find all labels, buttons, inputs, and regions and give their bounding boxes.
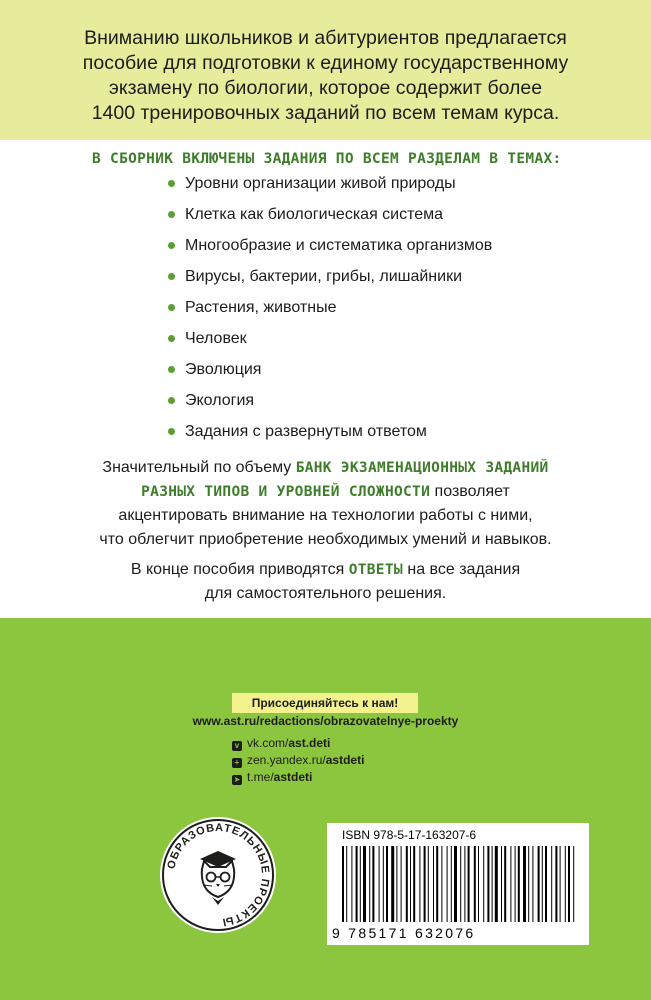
owl-cat-logo-icon xyxy=(158,815,278,935)
barcode-bar xyxy=(360,846,361,922)
barcode-bar xyxy=(523,846,526,922)
barcode-icon xyxy=(340,846,582,926)
barcode-bar xyxy=(510,846,511,922)
site-link[interactable]: www.ast.ru/redactions/obrazovatelnye-proekty xyxy=(192,714,459,728)
barcode-bar xyxy=(383,846,384,922)
barcode-bar xyxy=(478,846,479,922)
topic-item: Уровни организации живой природы xyxy=(168,168,492,199)
barcode-bar xyxy=(568,846,570,922)
topics-heading: В СБОРНИК ВКЛЮЧЕНЫ ЗАДАНИЯ ПО ВСЕМ РАЗДЕЛАМ В ТЕМАХ: xyxy=(92,151,562,167)
bullet-icon xyxy=(168,366,175,373)
social-links xyxy=(232,735,364,786)
barcode-bar xyxy=(528,846,529,922)
barcode-bar xyxy=(401,846,402,922)
zen-icon: + xyxy=(232,758,242,768)
barcode-bar xyxy=(369,846,370,922)
barcode-bar xyxy=(573,846,574,922)
barcode-bar xyxy=(538,846,540,922)
barcode-bar xyxy=(356,846,358,922)
social-link-telegram[interactable]: ➤ t.me/astdeti xyxy=(233,770,313,784)
barcode-bar xyxy=(346,846,347,922)
barcode-bar xyxy=(391,846,394,922)
social-link-zen[interactable]: + zen.yandex.ru/astdeti xyxy=(232,752,364,769)
barcode-bar xyxy=(542,846,543,922)
intro-line: экзамену по биологии, которое содержит более xyxy=(108,77,543,99)
barcode-bar xyxy=(386,846,388,922)
barcode-bar xyxy=(433,846,434,922)
bank-paragraph: Значительный по объему БАНК ЭКЗАМЕНАЦИОННЫХ ЗАДАНИЙ РАЗНЫХ ТИПОВ И УРОВНЕЙ СЛОЖНОСТИ позволяет акцентировать внимание на технологии работы с ними, что облегчит приобретение необходимых умений и навыков. xyxy=(99,459,552,548)
barcode-bar xyxy=(451,846,452,922)
barcode-bar xyxy=(532,846,533,922)
answers-highlight: ОТВЕТЫ xyxy=(348,562,403,578)
barcode-bar xyxy=(351,846,352,922)
intro-text xyxy=(40,26,611,126)
barcode-bar xyxy=(379,846,380,922)
barcode-bar xyxy=(551,846,552,922)
barcode-bar xyxy=(492,846,493,922)
vk-icon: v xyxy=(232,741,242,751)
barcode-bar xyxy=(501,846,502,922)
barcode-bar xyxy=(545,846,547,922)
barcode-bar xyxy=(518,846,520,922)
barcode-bar xyxy=(474,846,476,922)
barcode-bar xyxy=(515,846,516,922)
barcode-bar xyxy=(342,846,344,922)
publisher-logo xyxy=(158,815,278,935)
intro-line: 1400 тренировочных заданий по всем темам курса. xyxy=(91,102,560,124)
topic-item: Задания с развернутым ответом xyxy=(168,416,492,447)
barcode-bar xyxy=(363,846,366,922)
barcode-bar xyxy=(487,846,489,922)
bullet-icon xyxy=(168,335,175,342)
answers-paragraph: В конце пособия приводятся ОТВЕТЫ на все задания для самостоятельного решения. xyxy=(130,561,521,602)
topic-list xyxy=(168,168,492,447)
barcode-bar xyxy=(396,846,397,922)
barcode-bar xyxy=(504,846,506,922)
isbn-digits: 9 785171 632076 xyxy=(332,925,476,941)
barcode-bar xyxy=(410,846,411,922)
barcode-bar xyxy=(464,846,465,922)
barcode-bar xyxy=(436,846,438,922)
barcode-bar xyxy=(372,846,374,922)
barcode-bar xyxy=(483,846,484,922)
barcode-bar xyxy=(428,846,429,922)
barcode-bar xyxy=(555,846,557,922)
barcode-bar xyxy=(460,846,461,922)
bullet-icon xyxy=(168,304,175,311)
barcode-bar xyxy=(560,846,561,922)
topic-item: Экология xyxy=(168,385,492,416)
bank-highlight: БАНК ЭКЗАМЕНАЦИОННЫХ ЗАДАНИЙ xyxy=(295,460,549,476)
barcode-bar xyxy=(413,846,415,922)
bullet-icon xyxy=(168,180,175,187)
barcode-bar xyxy=(495,846,498,922)
bullet-icon xyxy=(168,211,175,218)
bullet-icon xyxy=(168,397,175,404)
barcode-bar xyxy=(441,846,442,922)
barcode-bar xyxy=(454,846,457,922)
barcode-bar xyxy=(468,846,470,922)
barcode-bar xyxy=(424,846,426,922)
bank-highlight-2: РАЗНЫХ ТИПОВ И УРОВНЕЙ СЛОЖНОСТИ xyxy=(141,484,431,500)
intro-line: пособие для подготовки к единому государственному xyxy=(82,52,569,74)
topic-item: Эволюция xyxy=(168,354,492,385)
isbn-label: ISBN 978-5-17-163207-6 xyxy=(342,828,477,842)
bullet-icon xyxy=(168,242,175,249)
barcode-bar xyxy=(419,846,420,922)
topic-item: Вирусы, бактерии, грибы, лишайники xyxy=(168,261,492,292)
bullet-icon xyxy=(168,273,175,280)
social-link-vk[interactable]: v vk.com/ast.deti xyxy=(232,735,364,752)
barcode-bar xyxy=(406,846,408,922)
barcode-bar xyxy=(565,846,566,922)
topic-item: Клетка как биологическая система xyxy=(168,199,492,230)
join-label: Присоединяйтесь к нам! xyxy=(232,693,418,713)
telegram-icon: ➤ xyxy=(233,775,241,784)
topic-item: Многообразие и систематика организмов xyxy=(168,230,492,261)
barcode-bar xyxy=(447,846,448,922)
logo-ring-text: ОБРАЗОВАТЕЛЬНЫЕ ПРОЕКТЫ xyxy=(165,821,272,929)
bullet-icon xyxy=(168,428,175,435)
topic-item: Растения, животные xyxy=(168,292,492,323)
intro-line: Вниманию школьников и абитуриентов предлагается xyxy=(84,27,567,49)
topic-item: Человек xyxy=(168,323,492,354)
